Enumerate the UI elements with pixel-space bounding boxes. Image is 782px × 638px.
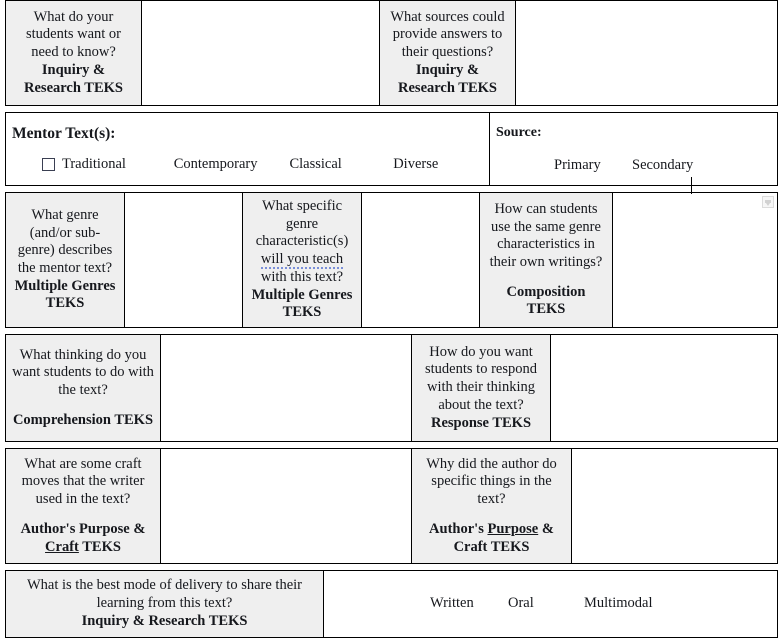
- table-row: [6, 1, 778, 106]
- table-row: [6, 335, 778, 442]
- mentor-option-label-diverse: Diverse: [393, 155, 439, 172]
- delivery-option-written[interactable]: Written: [430, 595, 474, 612]
- mentor-text-options: [12, 156, 483, 174]
- genre-question-cell-1: [6, 193, 125, 328]
- comprehension-question: What thinking do you want students to do with the text?: [12, 346, 154, 398]
- genre-question-3: How can students use the same genre characteristics in their own writings?: [489, 200, 603, 270]
- craft-teks-1-part2: TEKS: [78, 538, 121, 555]
- craft-answer-cell-1[interactable]: [161, 449, 412, 564]
- mentor-option-contemporary[interactable]: [174, 156, 290, 174]
- spacer: [12, 509, 154, 521]
- table-row: [6, 571, 778, 638]
- mentor-option-label-traditional: Traditional: [62, 155, 126, 172]
- comprehension-question-cell: [6, 335, 161, 442]
- mentor-text-label: Mentor Text(s):: [12, 124, 116, 142]
- inquiry-teks-label-2: Inquiry & Research TEKS: [398, 61, 497, 96]
- genre-teks-label-1: Multiple Genres TEKS: [14, 277, 116, 312]
- craft-question-cell-1: [6, 449, 161, 564]
- inquiry-question-1: What do your students want or need to know?: [25, 8, 122, 61]
- genre-question-2-part2: with this text?: [260, 268, 344, 285]
- response-teks-label: Response TEKS: [430, 414, 532, 431]
- genre-teks-label-2: Multiple Genres TEKS: [251, 286, 353, 321]
- genre-answer-cell-3[interactable]: [613, 193, 778, 328]
- craft-teks-label-2: [418, 521, 565, 556]
- response-answer-cell[interactable]: [551, 335, 778, 442]
- table-resize-handle-icon[interactable]: [762, 196, 774, 208]
- mentor-text-table: [5, 112, 778, 186]
- mentor-option-label-contemporary: Contemporary: [173, 155, 258, 172]
- genre-table: [5, 192, 778, 328]
- craft-question-2: Why did the author do specific things in the text?: [426, 455, 557, 508]
- source-label: Source:: [496, 124, 542, 140]
- craft-question-cell-2: [412, 449, 572, 564]
- comprehension-answer-cell[interactable]: [161, 335, 412, 442]
- source-cell: [490, 113, 778, 186]
- mentor-option-classical[interactable]: [289, 156, 393, 174]
- genre-question-cell-2: [243, 193, 362, 328]
- genre-question-cell-3: [480, 193, 613, 328]
- table-row: [6, 113, 778, 186]
- mentor-option-traditional[interactable]: [42, 156, 174, 174]
- table-row: [6, 193, 778, 328]
- genre-answer-cell-1[interactable]: [125, 193, 243, 328]
- craft-teks-2-part1: Author's: [429, 520, 488, 537]
- craft-teks-2-part2: & Craft TEKS: [453, 520, 554, 555]
- delivery-question-cell: [6, 571, 324, 638]
- inquiry-answer-cell-1[interactable]: [142, 1, 380, 106]
- response-question: How do you want students to respond with their thinking about the text?: [425, 343, 537, 413]
- response-question-cell: [412, 335, 551, 442]
- delivery-question: What is the best mode of delivery to share their learning from this text?: [26, 577, 302, 612]
- genre-question-1: What genre (and/or sub-genre) describes the mentor text?: [17, 206, 113, 276]
- craft-teks-2-underlined: Purpose: [487, 520, 539, 537]
- source-options: [496, 157, 771, 175]
- craft-question-1: What are some craft moves that the writer used in the text?: [21, 455, 145, 508]
- inquiry-answer-cell-2[interactable]: [516, 1, 778, 106]
- spacer: [418, 509, 565, 521]
- mentor-option-diverse[interactable]: [393, 156, 483, 174]
- craft-teks-1-underlined: Craft: [45, 538, 79, 555]
- genre-answer-cell-2[interactable]: [362, 193, 480, 328]
- spacer: [12, 400, 154, 412]
- checkbox-icon[interactable]: [42, 158, 55, 171]
- genre-question-2-underlined: will you teach: [260, 251, 344, 268]
- table-row: [6, 449, 778, 564]
- delivery-mode-table: [5, 570, 778, 638]
- source-option-primary[interactable]: Primary: [554, 156, 601, 173]
- delivery-mode-options: [330, 595, 771, 613]
- mentor-option-label-classical: Classical: [289, 155, 342, 172]
- authors-craft-table: [5, 448, 778, 564]
- inquiry-question-cell-2: [380, 1, 516, 106]
- delivery-option-multimodal[interactable]: Multimodal: [584, 595, 653, 612]
- mentor-text-cell: [6, 113, 490, 186]
- inquiry-question-2: What sources could provide answers to their questions?: [390, 8, 505, 61]
- inquiry-question-cell-1: [6, 1, 142, 106]
- comprehension-table: [5, 334, 778, 442]
- delivery-modes-cell: [324, 571, 778, 638]
- source-option-secondary[interactable]: Secondary: [632, 156, 694, 173]
- delivery-option-oral[interactable]: Oral: [508, 595, 534, 612]
- inquiry-teks-label-1: Inquiry & Research TEKS: [24, 61, 123, 96]
- spacer: [486, 272, 606, 284]
- craft-answer-cell-2[interactable]: [572, 449, 778, 564]
- text-cursor: [691, 177, 692, 194]
- craft-teks-1-part1: Author's Purpose &: [20, 520, 146, 537]
- delivery-teks-label: Inquiry & Research TEKS: [81, 612, 248, 629]
- craft-teks-label-1: [12, 521, 154, 556]
- comprehension-teks-label: Comprehension TEKS: [12, 411, 154, 428]
- inquiry-research-table: [5, 0, 778, 106]
- genre-question-2-part1: What specific genre characteristic(s): [255, 198, 349, 250]
- genre-teks-label-3: Composition TEKS: [506, 283, 586, 318]
